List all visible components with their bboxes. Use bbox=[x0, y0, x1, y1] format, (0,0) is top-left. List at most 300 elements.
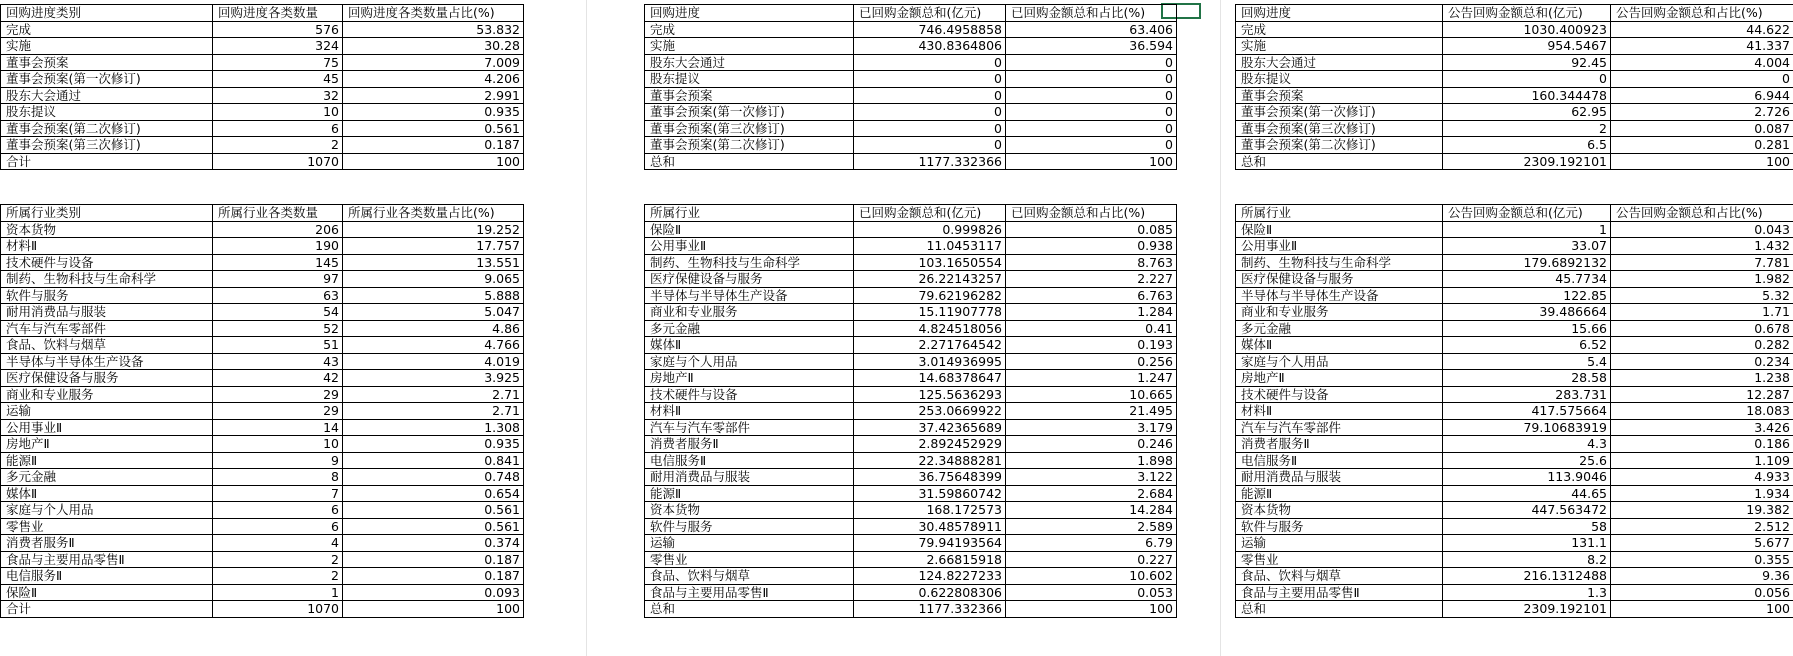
value-cell[interactable]: 1177.332366 bbox=[854, 601, 1006, 618]
value-cell[interactable]: 0.053 bbox=[1006, 584, 1177, 601]
value-cell[interactable]: 9.065 bbox=[343, 271, 524, 288]
category-cell[interactable]: 房地产Ⅱ bbox=[645, 370, 854, 387]
category-cell[interactable]: 食品、饮料与烟草 bbox=[645, 568, 854, 585]
value-cell[interactable]: 4.004 bbox=[1611, 54, 1793, 71]
value-cell[interactable]: 11.0453117 bbox=[854, 238, 1006, 255]
value-cell[interactable]: 18.083 bbox=[1611, 403, 1793, 420]
value-cell[interactable]: 0.561 bbox=[343, 518, 524, 535]
category-cell[interactable]: 媒体Ⅱ bbox=[1, 485, 213, 502]
category-cell[interactable]: 董事会预案(第一次修订) bbox=[1, 71, 213, 88]
value-cell[interactable]: 0 bbox=[1006, 104, 1177, 121]
header-cell[interactable]: 已回购金额总和(亿元) bbox=[854, 5, 1006, 22]
value-cell[interactable]: 100 bbox=[1006, 601, 1177, 618]
value-cell[interactable]: 0.935 bbox=[343, 436, 524, 453]
value-cell[interactable]: 100 bbox=[1611, 153, 1793, 170]
value-cell[interactable]: 0.678 bbox=[1611, 320, 1793, 337]
value-cell[interactable]: 58 bbox=[1443, 518, 1611, 535]
value-cell[interactable]: 2 bbox=[213, 551, 343, 568]
value-cell[interactable]: 145 bbox=[213, 254, 343, 271]
value-cell[interactable]: 0.193 bbox=[1006, 337, 1177, 354]
value-cell[interactable]: 37.42365689 bbox=[854, 419, 1006, 436]
value-cell[interactable]: 29 bbox=[213, 403, 343, 420]
category-cell[interactable]: 零售业 bbox=[1236, 551, 1443, 568]
value-cell[interactable]: 0.41 bbox=[1006, 320, 1177, 337]
value-cell[interactable]: 0.234 bbox=[1611, 353, 1793, 370]
value-cell[interactable]: 6.5 bbox=[1443, 137, 1611, 154]
value-cell[interactable]: 7.009 bbox=[343, 54, 524, 71]
category-cell[interactable]: 董事会预案 bbox=[645, 87, 854, 104]
category-cell[interactable]: 合计 bbox=[1, 153, 213, 170]
value-cell[interactable]: 576 bbox=[213, 21, 343, 38]
value-cell[interactable]: 113.9046 bbox=[1443, 469, 1611, 486]
header-cell[interactable]: 已回购金额总和占比(%) bbox=[1006, 5, 1177, 22]
value-cell[interactable]: 44.65 bbox=[1443, 485, 1611, 502]
value-cell[interactable]: 4.933 bbox=[1611, 469, 1793, 486]
value-cell[interactable]: 2.892452929 bbox=[854, 436, 1006, 453]
value-cell[interactable]: 3.122 bbox=[1006, 469, 1177, 486]
category-cell[interactable]: 耐用消费品与服装 bbox=[1, 304, 213, 321]
value-cell[interactable]: 30.28 bbox=[343, 38, 524, 55]
value-cell[interactable]: 14 bbox=[213, 419, 343, 436]
category-cell[interactable]: 家庭与个人用品 bbox=[1, 502, 213, 519]
value-cell[interactable]: 0.087 bbox=[1611, 120, 1793, 137]
value-cell[interactable]: 4 bbox=[213, 535, 343, 552]
value-cell[interactable]: 1.898 bbox=[1006, 452, 1177, 469]
value-cell[interactable]: 1030.400923 bbox=[1443, 21, 1611, 38]
category-cell[interactable]: 实施 bbox=[645, 38, 854, 55]
value-cell[interactable]: 6 bbox=[213, 518, 343, 535]
category-cell[interactable]: 运输 bbox=[645, 535, 854, 552]
value-cell[interactable]: 3.925 bbox=[343, 370, 524, 387]
header-cell[interactable]: 所属行业各类数量 bbox=[213, 205, 343, 222]
value-cell[interactable]: 1.71 bbox=[1611, 304, 1793, 321]
value-cell[interactable]: 1070 bbox=[213, 601, 343, 618]
header-cell[interactable]: 回购进度各类数量 bbox=[213, 5, 343, 22]
value-cell[interactable]: 1.3 bbox=[1443, 584, 1611, 601]
category-cell[interactable]: 材料Ⅱ bbox=[1236, 403, 1443, 420]
value-cell[interactable]: 0.355 bbox=[1611, 551, 1793, 568]
category-cell[interactable]: 媒体Ⅱ bbox=[645, 337, 854, 354]
value-cell[interactable]: 6.52 bbox=[1443, 337, 1611, 354]
category-cell[interactable]: 消费者服务Ⅱ bbox=[645, 436, 854, 453]
category-cell[interactable]: 房地产Ⅱ bbox=[1, 436, 213, 453]
value-cell[interactable]: 100 bbox=[343, 601, 524, 618]
value-cell[interactable]: 79.94193564 bbox=[854, 535, 1006, 552]
category-cell[interactable]: 材料Ⅱ bbox=[645, 403, 854, 420]
category-cell[interactable]: 董事会预案 bbox=[1, 54, 213, 71]
value-cell[interactable]: 0.056 bbox=[1611, 584, 1793, 601]
category-cell[interactable]: 完成 bbox=[1, 21, 213, 38]
value-cell[interactable]: 417.575664 bbox=[1443, 403, 1611, 420]
category-cell[interactable]: 董事会预案 bbox=[1236, 87, 1443, 104]
value-cell[interactable]: 51 bbox=[213, 337, 343, 354]
value-cell[interactable]: 0.282 bbox=[1611, 337, 1793, 354]
value-cell[interactable]: 0 bbox=[1611, 71, 1793, 88]
category-cell[interactable]: 合计 bbox=[1, 601, 213, 618]
value-cell[interactable]: 32 bbox=[213, 87, 343, 104]
value-cell[interactable]: 29 bbox=[213, 386, 343, 403]
header-cell[interactable]: 回购进度 bbox=[1236, 5, 1443, 22]
value-cell[interactable]: 41.337 bbox=[1611, 38, 1793, 55]
value-cell[interactable]: 7 bbox=[213, 485, 343, 502]
value-cell[interactable]: 0 bbox=[854, 120, 1006, 137]
value-cell[interactable]: 62.95 bbox=[1443, 104, 1611, 121]
value-cell[interactable]: 2.726 bbox=[1611, 104, 1793, 121]
value-cell[interactable]: 2.227 bbox=[1006, 271, 1177, 288]
value-cell[interactable]: 6 bbox=[213, 502, 343, 519]
category-cell[interactable]: 公用事业Ⅱ bbox=[1236, 238, 1443, 255]
value-cell[interactable]: 2309.192101 bbox=[1443, 153, 1611, 170]
category-cell[interactable]: 半导体与半导体生产设备 bbox=[1236, 287, 1443, 304]
category-cell[interactable]: 多元金融 bbox=[645, 320, 854, 337]
category-cell[interactable]: 保险Ⅱ bbox=[1, 584, 213, 601]
header-cell[interactable]: 回购进度各类数量占比(%) bbox=[343, 5, 524, 22]
value-cell[interactable]: 0.748 bbox=[343, 469, 524, 486]
value-cell[interactable]: 0.935 bbox=[343, 104, 524, 121]
value-cell[interactable]: 0 bbox=[854, 104, 1006, 121]
category-cell[interactable]: 制药、生物科技与生命科学 bbox=[1236, 254, 1443, 271]
value-cell[interactable]: 15.11907778 bbox=[854, 304, 1006, 321]
category-cell[interactable]: 商业和专业服务 bbox=[645, 304, 854, 321]
category-cell[interactable]: 零售业 bbox=[645, 551, 854, 568]
value-cell[interactable]: 0 bbox=[854, 87, 1006, 104]
value-cell[interactable]: 14.68378647 bbox=[854, 370, 1006, 387]
value-cell[interactable]: 2.71 bbox=[343, 386, 524, 403]
category-cell[interactable]: 媒体Ⅱ bbox=[1236, 337, 1443, 354]
value-cell[interactable]: 31.59860742 bbox=[854, 485, 1006, 502]
category-cell[interactable]: 资本货物 bbox=[645, 502, 854, 519]
category-cell[interactable]: 总和 bbox=[1236, 153, 1443, 170]
value-cell[interactable]: 44.622 bbox=[1611, 21, 1793, 38]
value-cell[interactable]: 0 bbox=[1006, 87, 1177, 104]
value-cell[interactable]: 0 bbox=[1006, 120, 1177, 137]
value-cell[interactable]: 8.763 bbox=[1006, 254, 1177, 271]
value-cell[interactable]: 39.486664 bbox=[1443, 304, 1611, 321]
category-cell[interactable]: 股东大会通过 bbox=[1236, 54, 1443, 71]
category-cell[interactable]: 食品、饮料与烟草 bbox=[1236, 568, 1443, 585]
category-cell[interactable]: 软件与服务 bbox=[1, 287, 213, 304]
value-cell[interactable]: 2309.192101 bbox=[1443, 601, 1611, 618]
value-cell[interactable]: 2 bbox=[1443, 120, 1611, 137]
value-cell[interactable]: 447.563472 bbox=[1443, 502, 1611, 519]
header-cell[interactable]: 所属行业各类数量占比(%) bbox=[343, 205, 524, 222]
value-cell[interactable]: 5.4 bbox=[1443, 353, 1611, 370]
value-cell[interactable]: 4.019 bbox=[343, 353, 524, 370]
value-cell[interactable]: 6 bbox=[213, 120, 343, 137]
value-cell[interactable]: 26.22143257 bbox=[854, 271, 1006, 288]
category-cell[interactable]: 食品与主要用品零售Ⅱ bbox=[1, 551, 213, 568]
category-cell[interactable]: 股东提议 bbox=[1236, 71, 1443, 88]
category-cell[interactable]: 软件与服务 bbox=[1236, 518, 1443, 535]
value-cell[interactable]: 2.71 bbox=[343, 403, 524, 420]
value-cell[interactable]: 43 bbox=[213, 353, 343, 370]
value-cell[interactable]: 8.2 bbox=[1443, 551, 1611, 568]
header-cell[interactable]: 公告回购金额总和(亿元) bbox=[1443, 205, 1611, 222]
category-cell[interactable]: 软件与服务 bbox=[645, 518, 854, 535]
category-cell[interactable]: 保险Ⅱ bbox=[1236, 221, 1443, 238]
value-cell[interactable]: 14.284 bbox=[1006, 502, 1177, 519]
value-cell[interactable]: 2.589 bbox=[1006, 518, 1177, 535]
category-cell[interactable]: 零售业 bbox=[1, 518, 213, 535]
value-cell[interactable]: 2.66815918 bbox=[854, 551, 1006, 568]
category-cell[interactable]: 技术硬件与设备 bbox=[1236, 386, 1443, 403]
category-cell[interactable]: 多元金融 bbox=[1, 469, 213, 486]
value-cell[interactable]: 8 bbox=[213, 469, 343, 486]
value-cell[interactable]: 2.512 bbox=[1611, 518, 1793, 535]
category-cell[interactable]: 耐用消费品与服装 bbox=[1236, 469, 1443, 486]
value-cell[interactable]: 1 bbox=[1443, 221, 1611, 238]
value-cell[interactable]: 5.047 bbox=[343, 304, 524, 321]
value-cell[interactable]: 6.944 bbox=[1611, 87, 1793, 104]
value-cell[interactable]: 283.731 bbox=[1443, 386, 1611, 403]
value-cell[interactable]: 4.824518056 bbox=[854, 320, 1006, 337]
value-cell[interactable]: 0.187 bbox=[343, 568, 524, 585]
value-cell[interactable]: 1177.332366 bbox=[854, 153, 1006, 170]
category-cell[interactable]: 半导体与半导体生产设备 bbox=[645, 287, 854, 304]
value-cell[interactable]: 10.665 bbox=[1006, 386, 1177, 403]
value-cell[interactable]: 21.495 bbox=[1006, 403, 1177, 420]
category-cell[interactable]: 家庭与个人用品 bbox=[645, 353, 854, 370]
value-cell[interactable]: 0.246 bbox=[1006, 436, 1177, 453]
value-cell[interactable]: 3.014936995 bbox=[854, 353, 1006, 370]
value-cell[interactable]: 28.58 bbox=[1443, 370, 1611, 387]
value-cell[interactable]: 4.86 bbox=[343, 320, 524, 337]
category-cell[interactable]: 食品与主要用品零售Ⅱ bbox=[1236, 584, 1443, 601]
category-cell[interactable]: 医疗保健设备与服务 bbox=[645, 271, 854, 288]
value-cell[interactable]: 0.043 bbox=[1611, 221, 1793, 238]
value-cell[interactable]: 100 bbox=[343, 153, 524, 170]
value-cell[interactable]: 33.07 bbox=[1443, 238, 1611, 255]
value-cell[interactable]: 0.281 bbox=[1611, 137, 1793, 154]
value-cell[interactable]: 9 bbox=[213, 452, 343, 469]
value-cell[interactable]: 1 bbox=[213, 584, 343, 601]
category-cell[interactable]: 董事会预案(第三次修订) bbox=[1236, 120, 1443, 137]
value-cell[interactable]: 1.284 bbox=[1006, 304, 1177, 321]
value-cell[interactable]: 1.934 bbox=[1611, 485, 1793, 502]
category-cell[interactable]: 保险Ⅱ bbox=[645, 221, 854, 238]
value-cell[interactable]: 1.308 bbox=[343, 419, 524, 436]
value-cell[interactable]: 100 bbox=[1611, 601, 1793, 618]
value-cell[interactable]: 0 bbox=[1006, 71, 1177, 88]
category-cell[interactable]: 实施 bbox=[1236, 38, 1443, 55]
value-cell[interactable]: 19.252 bbox=[343, 221, 524, 238]
header-cell[interactable]: 所属行业 bbox=[645, 205, 854, 222]
category-cell[interactable]: 董事会预案(第二次修订) bbox=[1236, 137, 1443, 154]
value-cell[interactable]: 10 bbox=[213, 436, 343, 453]
category-cell[interactable]: 总和 bbox=[645, 601, 854, 618]
value-cell[interactable]: 54 bbox=[213, 304, 343, 321]
value-cell[interactable]: 253.0669922 bbox=[854, 403, 1006, 420]
value-cell[interactable]: 36.594 bbox=[1006, 38, 1177, 55]
category-cell[interactable]: 医疗保健设备与服务 bbox=[1, 370, 213, 387]
category-cell[interactable]: 消费者服务Ⅱ bbox=[1, 535, 213, 552]
value-cell[interactable]: 122.85 bbox=[1443, 287, 1611, 304]
category-cell[interactable]: 完成 bbox=[1236, 21, 1443, 38]
category-cell[interactable]: 公用事业Ⅱ bbox=[645, 238, 854, 255]
category-cell[interactable]: 医疗保健设备与服务 bbox=[1236, 271, 1443, 288]
category-cell[interactable]: 公用事业Ⅱ bbox=[1, 419, 213, 436]
category-cell[interactable]: 电信服务Ⅱ bbox=[1236, 452, 1443, 469]
header-cell[interactable]: 公告回购金额总和占比(%) bbox=[1611, 5, 1793, 22]
category-cell[interactable]: 食品与主要用品零售Ⅱ bbox=[645, 584, 854, 601]
value-cell[interactable]: 45 bbox=[213, 71, 343, 88]
value-cell[interactable]: 52 bbox=[213, 320, 343, 337]
value-cell[interactable]: 2 bbox=[213, 568, 343, 585]
value-cell[interactable]: 125.5636293 bbox=[854, 386, 1006, 403]
value-cell[interactable]: 100 bbox=[1006, 153, 1177, 170]
value-cell[interactable]: 0 bbox=[1006, 54, 1177, 71]
category-cell[interactable]: 股东提议 bbox=[1, 104, 213, 121]
category-cell[interactable]: 董事会预案(第三次修订) bbox=[1, 137, 213, 154]
value-cell[interactable]: 0.938 bbox=[1006, 238, 1177, 255]
value-cell[interactable]: 0 bbox=[1443, 71, 1611, 88]
category-cell[interactable]: 能源Ⅱ bbox=[1, 452, 213, 469]
value-cell[interactable]: 2 bbox=[213, 137, 343, 154]
value-cell[interactable]: 160.344478 bbox=[1443, 87, 1611, 104]
value-cell[interactable]: 0 bbox=[854, 71, 1006, 88]
value-cell[interactable]: 0.227 bbox=[1006, 551, 1177, 568]
value-cell[interactable]: 9.36 bbox=[1611, 568, 1793, 585]
category-cell[interactable]: 能源Ⅱ bbox=[645, 485, 854, 502]
category-cell[interactable]: 股东大会通过 bbox=[645, 54, 854, 71]
value-cell[interactable]: 7.781 bbox=[1611, 254, 1793, 271]
category-cell[interactable]: 制药、生物科技与生命科学 bbox=[645, 254, 854, 271]
category-cell[interactable]: 资本货物 bbox=[1, 221, 213, 238]
value-cell[interactable]: 5.888 bbox=[343, 287, 524, 304]
value-cell[interactable]: 15.66 bbox=[1443, 320, 1611, 337]
category-cell[interactable]: 董事会预案(第二次修订) bbox=[1, 120, 213, 137]
value-cell[interactable]: 190 bbox=[213, 238, 343, 255]
value-cell[interactable]: 746.4958858 bbox=[854, 21, 1006, 38]
value-cell[interactable]: 4.206 bbox=[343, 71, 524, 88]
value-cell[interactable]: 2.271764542 bbox=[854, 337, 1006, 354]
value-cell[interactable]: 0.187 bbox=[343, 137, 524, 154]
value-cell[interactable]: 0.561 bbox=[343, 120, 524, 137]
category-cell[interactable]: 制药、生物科技与生命科学 bbox=[1, 271, 213, 288]
value-cell[interactable]: 13.551 bbox=[343, 254, 524, 271]
value-cell[interactable]: 168.172573 bbox=[854, 502, 1006, 519]
value-cell[interactable]: 42 bbox=[213, 370, 343, 387]
value-cell[interactable]: 0.561 bbox=[343, 502, 524, 519]
value-cell[interactable]: 17.757 bbox=[343, 238, 524, 255]
header-cell[interactable]: 回购进度类别 bbox=[1, 5, 213, 22]
category-cell[interactable]: 资本货物 bbox=[1236, 502, 1443, 519]
value-cell[interactable]: 1.982 bbox=[1611, 271, 1793, 288]
value-cell[interactable]: 25.6 bbox=[1443, 452, 1611, 469]
header-cell[interactable]: 已回购金额总和占比(%) bbox=[1006, 205, 1177, 222]
value-cell[interactable]: 0.085 bbox=[1006, 221, 1177, 238]
category-cell[interactable]: 半导体与半导体生产设备 bbox=[1, 353, 213, 370]
value-cell[interactable]: 53.832 bbox=[343, 21, 524, 38]
value-cell[interactable]: 0 bbox=[854, 54, 1006, 71]
category-cell[interactable]: 董事会预案(第一次修订) bbox=[645, 104, 854, 121]
category-cell[interactable]: 运输 bbox=[1236, 535, 1443, 552]
header-cell[interactable]: 所属行业 bbox=[1236, 205, 1443, 222]
value-cell[interactable]: 1070 bbox=[213, 153, 343, 170]
value-cell[interactable]: 1.432 bbox=[1611, 238, 1793, 255]
value-cell[interactable]: 0 bbox=[854, 137, 1006, 154]
category-cell[interactable]: 董事会预案(第一次修订) bbox=[1236, 104, 1443, 121]
category-cell[interactable]: 汽车与汽车零部件 bbox=[1236, 419, 1443, 436]
value-cell[interactable]: 0.999826 bbox=[854, 221, 1006, 238]
category-cell[interactable]: 汽车与汽车零部件 bbox=[1, 320, 213, 337]
value-cell[interactable]: 0.374 bbox=[343, 535, 524, 552]
value-cell[interactable]: 5.677 bbox=[1611, 535, 1793, 552]
category-cell[interactable]: 商业和专业服务 bbox=[1236, 304, 1443, 321]
value-cell[interactable]: 131.1 bbox=[1443, 535, 1611, 552]
value-cell[interactable]: 3.179 bbox=[1006, 419, 1177, 436]
value-cell[interactable]: 1.247 bbox=[1006, 370, 1177, 387]
value-cell[interactable]: 45.7734 bbox=[1443, 271, 1611, 288]
category-cell[interactable]: 股东提议 bbox=[645, 71, 854, 88]
value-cell[interactable]: 0.187 bbox=[343, 551, 524, 568]
value-cell[interactable]: 206 bbox=[213, 221, 343, 238]
header-cell[interactable]: 公告回购金额总和(亿元) bbox=[1443, 5, 1611, 22]
value-cell[interactable]: 1.238 bbox=[1611, 370, 1793, 387]
value-cell[interactable]: 36.75648399 bbox=[854, 469, 1006, 486]
category-cell[interactable]: 食品、饮料与烟草 bbox=[1, 337, 213, 354]
category-cell[interactable]: 多元金融 bbox=[1236, 320, 1443, 337]
value-cell[interactable]: 75 bbox=[213, 54, 343, 71]
value-cell[interactable]: 179.6892132 bbox=[1443, 254, 1611, 271]
value-cell[interactable]: 97 bbox=[213, 271, 343, 288]
value-cell[interactable]: 10.602 bbox=[1006, 568, 1177, 585]
value-cell[interactable]: 92.45 bbox=[1443, 54, 1611, 71]
value-cell[interactable]: 30.48578911 bbox=[854, 518, 1006, 535]
value-cell[interactable]: 954.5467 bbox=[1443, 38, 1611, 55]
value-cell[interactable]: 0.622808306 bbox=[854, 584, 1006, 601]
value-cell[interactable]: 6.763 bbox=[1006, 287, 1177, 304]
category-cell[interactable]: 完成 bbox=[645, 21, 854, 38]
value-cell[interactable]: 10 bbox=[213, 104, 343, 121]
value-cell[interactable]: 0 bbox=[1006, 137, 1177, 154]
header-cell[interactable]: 已回购金额总和(亿元) bbox=[854, 205, 1006, 222]
header-cell[interactable]: 公告回购金额总和占比(%) bbox=[1611, 205, 1793, 222]
category-cell[interactable]: 董事会预案(第三次修订) bbox=[645, 120, 854, 137]
category-cell[interactable]: 技术硬件与设备 bbox=[1, 254, 213, 271]
value-cell[interactable]: 103.1650554 bbox=[854, 254, 1006, 271]
value-cell[interactable]: 22.34888281 bbox=[854, 452, 1006, 469]
value-cell[interactable]: 216.1312488 bbox=[1443, 568, 1611, 585]
value-cell[interactable]: 6.79 bbox=[1006, 535, 1177, 552]
category-cell[interactable]: 运输 bbox=[1, 403, 213, 420]
value-cell[interactable]: 124.8227233 bbox=[854, 568, 1006, 585]
category-cell[interactable]: 总和 bbox=[645, 153, 854, 170]
category-cell[interactable]: 房地产Ⅱ bbox=[1236, 370, 1443, 387]
category-cell[interactable]: 总和 bbox=[1236, 601, 1443, 618]
category-cell[interactable]: 实施 bbox=[1, 38, 213, 55]
value-cell[interactable]: 0.654 bbox=[343, 485, 524, 502]
category-cell[interactable]: 能源Ⅱ bbox=[1236, 485, 1443, 502]
value-cell[interactable]: 63.406 bbox=[1006, 21, 1177, 38]
category-cell[interactable]: 股东大会通过 bbox=[1, 87, 213, 104]
value-cell[interactable]: 19.382 bbox=[1611, 502, 1793, 519]
value-cell[interactable]: 0.186 bbox=[1611, 436, 1793, 453]
value-cell[interactable]: 0.256 bbox=[1006, 353, 1177, 370]
value-cell[interactable]: 63 bbox=[213, 287, 343, 304]
category-cell[interactable]: 董事会预案(第二次修订) bbox=[645, 137, 854, 154]
category-cell[interactable]: 电信服务Ⅱ bbox=[1, 568, 213, 585]
value-cell[interactable]: 4.766 bbox=[343, 337, 524, 354]
value-cell[interactable]: 79.10683919 bbox=[1443, 419, 1611, 436]
category-cell[interactable]: 技术硬件与设备 bbox=[645, 386, 854, 403]
category-cell[interactable]: 商业和专业服务 bbox=[1, 386, 213, 403]
value-cell[interactable]: 5.32 bbox=[1611, 287, 1793, 304]
value-cell[interactable]: 79.62196282 bbox=[854, 287, 1006, 304]
value-cell[interactable]: 430.8364806 bbox=[854, 38, 1006, 55]
category-cell[interactable]: 消费者服务Ⅱ bbox=[1236, 436, 1443, 453]
value-cell[interactable]: 2.684 bbox=[1006, 485, 1177, 502]
